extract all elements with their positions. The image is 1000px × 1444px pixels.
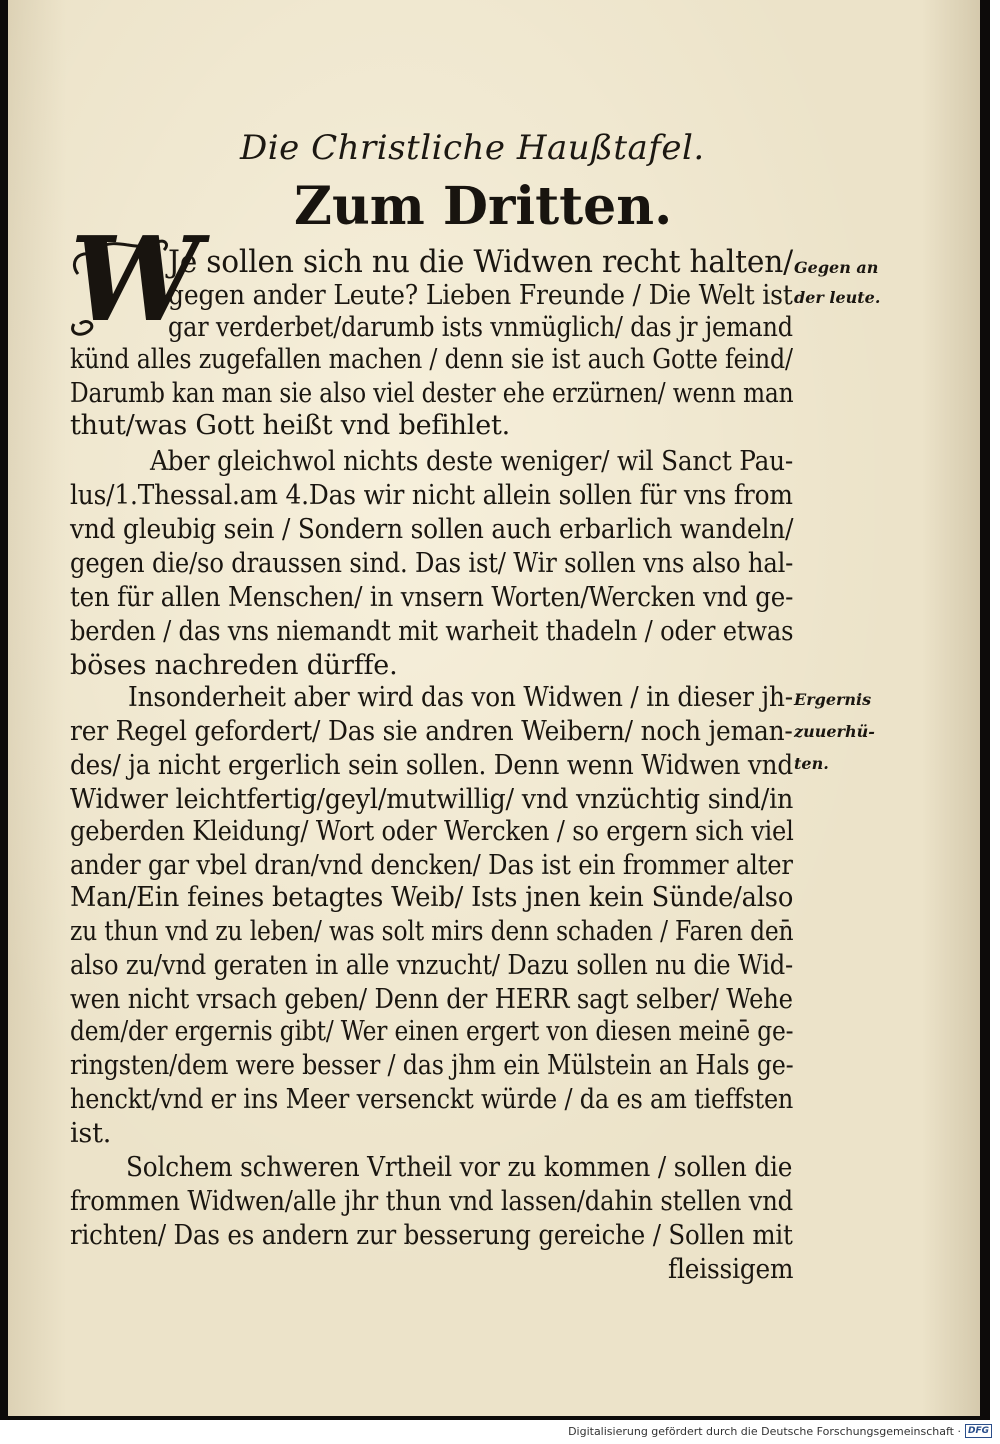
text-line: böses nachreden dürffe.: [70, 650, 398, 681]
text-line: vnd gleubig sein / Sondern sollen auch erbarlich wandeln/: [70, 514, 794, 545]
text-line: Widwer leichtfertig/geyl/mutwillig/ vnd vnzüchtig sind/in: [70, 784, 794, 815]
margin-note: zuuerhü-: [794, 722, 875, 741]
text-line: gegen ander Leute? Lieben Freunde / Die Welt ist: [168, 280, 793, 311]
ornamental-initial: [68, 212, 201, 348]
text-line: zu thun vnd zu leben/ was solt mirs denn schaden / Faren den̄: [70, 916, 794, 947]
running-header: Die Christliche Haußtafel.: [240, 128, 705, 168]
digitization-credit: [568, 1424, 992, 1438]
text-line: dem/der ergernis gibt/ Wer einen ergert von diesen meinē ge-: [70, 1016, 794, 1047]
margin-note: Ergernis: [794, 690, 872, 709]
text-line: henckt/vnd er ins Meer versenckt würde / da es am tieffsten: [70, 1084, 794, 1115]
drop-cap-letter: W: [70, 212, 201, 348]
text-line: gegen die/so draussen sind. Das ist/ Wir sollen vns also hal-: [70, 548, 794, 579]
text-line: wen nicht vrsach geben/ Denn der HERR sagt selber/ Wehe: [70, 984, 793, 1015]
text-line: Aber gleichwol nichts deste weniger/ wil Sanct Pau-: [150, 446, 794, 477]
text-line: Man/Ein feines betagtes Weib/ Ists jnen kein Sünde/also: [70, 882, 794, 913]
text-line: des/ ja nicht ergerlich sein sollen. Denn wenn Widwen vnd: [70, 750, 793, 781]
text-line: Je sollen sich nu die Widwen recht halten/: [168, 244, 793, 280]
margin-note: Gegen an: [794, 258, 879, 277]
text-line: künd alles zugefallen machen / denn sie ist auch Gotte feind/: [70, 344, 793, 375]
text-line: rer Regel gefordert/ Das sie andren Weibern/ noch jeman-: [70, 716, 793, 747]
text-line: ten für allen Menschen/ in vnsern Worten/Wercken vnd ge-: [70, 582, 794, 613]
text-line: Insonderheit aber wird das von Widwen / in dieser jh-: [128, 682, 793, 713]
dfg-logo: DFG: [965, 1424, 992, 1438]
catchword: fleissigem: [668, 1254, 794, 1285]
text-line: also zu/vnd geraten in alle vnzucht/ Dazu sollen nu die Wid-: [70, 950, 794, 981]
text-line: gar verderbet/darumb ists vnmüglich/ das jr jemand: [168, 312, 793, 343]
text-line: ander gar vbel dran/vnd dencken/ Das ist ein frommer alter: [70, 850, 793, 881]
text-line: lus/1.Thessal.am 4.Das wir nicht allein sollen für vns from: [70, 480, 793, 511]
text-line: richten/ Das es andern zur besserung gereiche / Sollen mit: [70, 1220, 793, 1251]
section-heading: Zum Dritten.: [294, 176, 673, 237]
text-line: frommen Widwen/alle jhr thun vnd lassen/dahin stellen vnd: [70, 1186, 793, 1217]
text-line: Solchem schweren Vrtheil vor zu kommen / sollen die: [126, 1152, 793, 1183]
text-line: berden / das vns niemandt mit warheit thadeln / oder etwas: [70, 616, 794, 647]
margin-note: der leute.: [794, 288, 881, 307]
text-line: ist.: [70, 1118, 112, 1149]
text-line: thut/was Gott heißt vnd befihlet.: [70, 410, 511, 441]
text-line: Darumb kan man sie also viel dester ehe erzürnen/ wenn man: [70, 378, 794, 409]
book-page: [8, 0, 980, 1416]
text-line: ringsten/dem were besser / das jhm ein Mülstein an Hals ge-: [70, 1050, 794, 1081]
margin-note: ten.: [794, 754, 829, 773]
text-line: geberden Kleidung/ Wort oder Wercken / so ergern sich viel: [70, 816, 794, 847]
credit-text: Digitalisierung gefördert durch die Deutsche Forschungsgemeinschaft ·: [568, 1424, 961, 1438]
